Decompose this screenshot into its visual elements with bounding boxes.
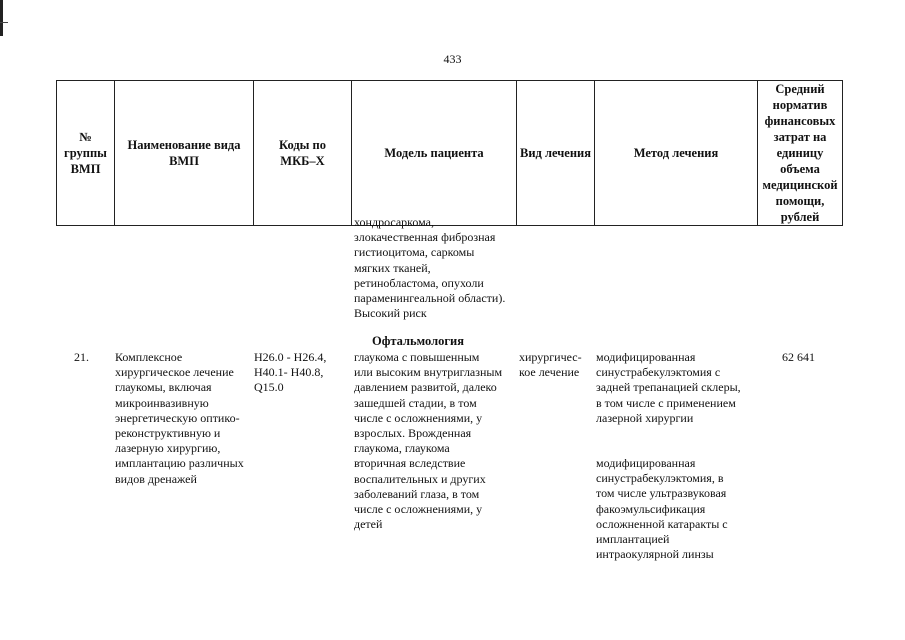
continuation-text: хондросаркома, злокачественная фиброзная гистиоцитома, саркомы мягких тканей, ретинобластома, опухоли параменингеальной области). Высокий риск	[354, 215, 506, 321]
page-number: 433	[443, 52, 462, 66]
header-patient-model: Модель пациента	[352, 81, 517, 226]
header-icd-codes: Коды по МКБ–Х	[254, 81, 352, 226]
section-title: Офтальмология	[372, 334, 464, 348]
icd-codes: H26.0 - H26.4, H40.1- H40.8, Q15.0	[254, 350, 327, 395]
cost-value: 62 641	[782, 350, 815, 364]
treatment-method-1: модифицированная синустрабекулэктомия с задней трепанацией склеры, в том числе с применением лазерной хирургии	[596, 350, 741, 425]
header-cost: Средний норматив финансовых затрат на единицу объема медицинской помощи, рублей	[758, 81, 843, 226]
patient-model: глаукома с повышенным или высоким внутриглазным давлением развитой, далеко зашедшей стадии, в том числе с осложнениями, у взрослых. Врожденная глаукома, глаукома вторичная вследствие воспалительных и других заболеваний глаза, в том числе с осложнениями, у детей	[354, 350, 503, 532]
header-treatment-method: Метод лечения	[595, 81, 758, 226]
scan-mark	[0, 22, 8, 23]
header-vmp-name: Наименование вида ВМП	[115, 81, 254, 226]
table-header	[56, 80, 843, 226]
row-number: 21.	[74, 350, 89, 364]
treatment-method-2: модифицированная синустрабекулэктомия, в том числе ультразвуковая факоэмульсификация осложненной катаракты с имплантацией интраокулярной линзы	[596, 456, 728, 562]
scan-edge	[0, 0, 3, 36]
header-treatment-type: Вид лечения	[517, 81, 595, 226]
treatment-type: хирургичес- кое лечение	[519, 350, 582, 380]
header-group-number: № группы ВМП	[57, 81, 115, 226]
vmp-name: Комплексное хирургическое лечение глаукомы, включая микроинвазивную энергетическую оптико- реконструктивную и лазерную хирургию, имплантацию различных видов дренажей	[115, 350, 244, 486]
